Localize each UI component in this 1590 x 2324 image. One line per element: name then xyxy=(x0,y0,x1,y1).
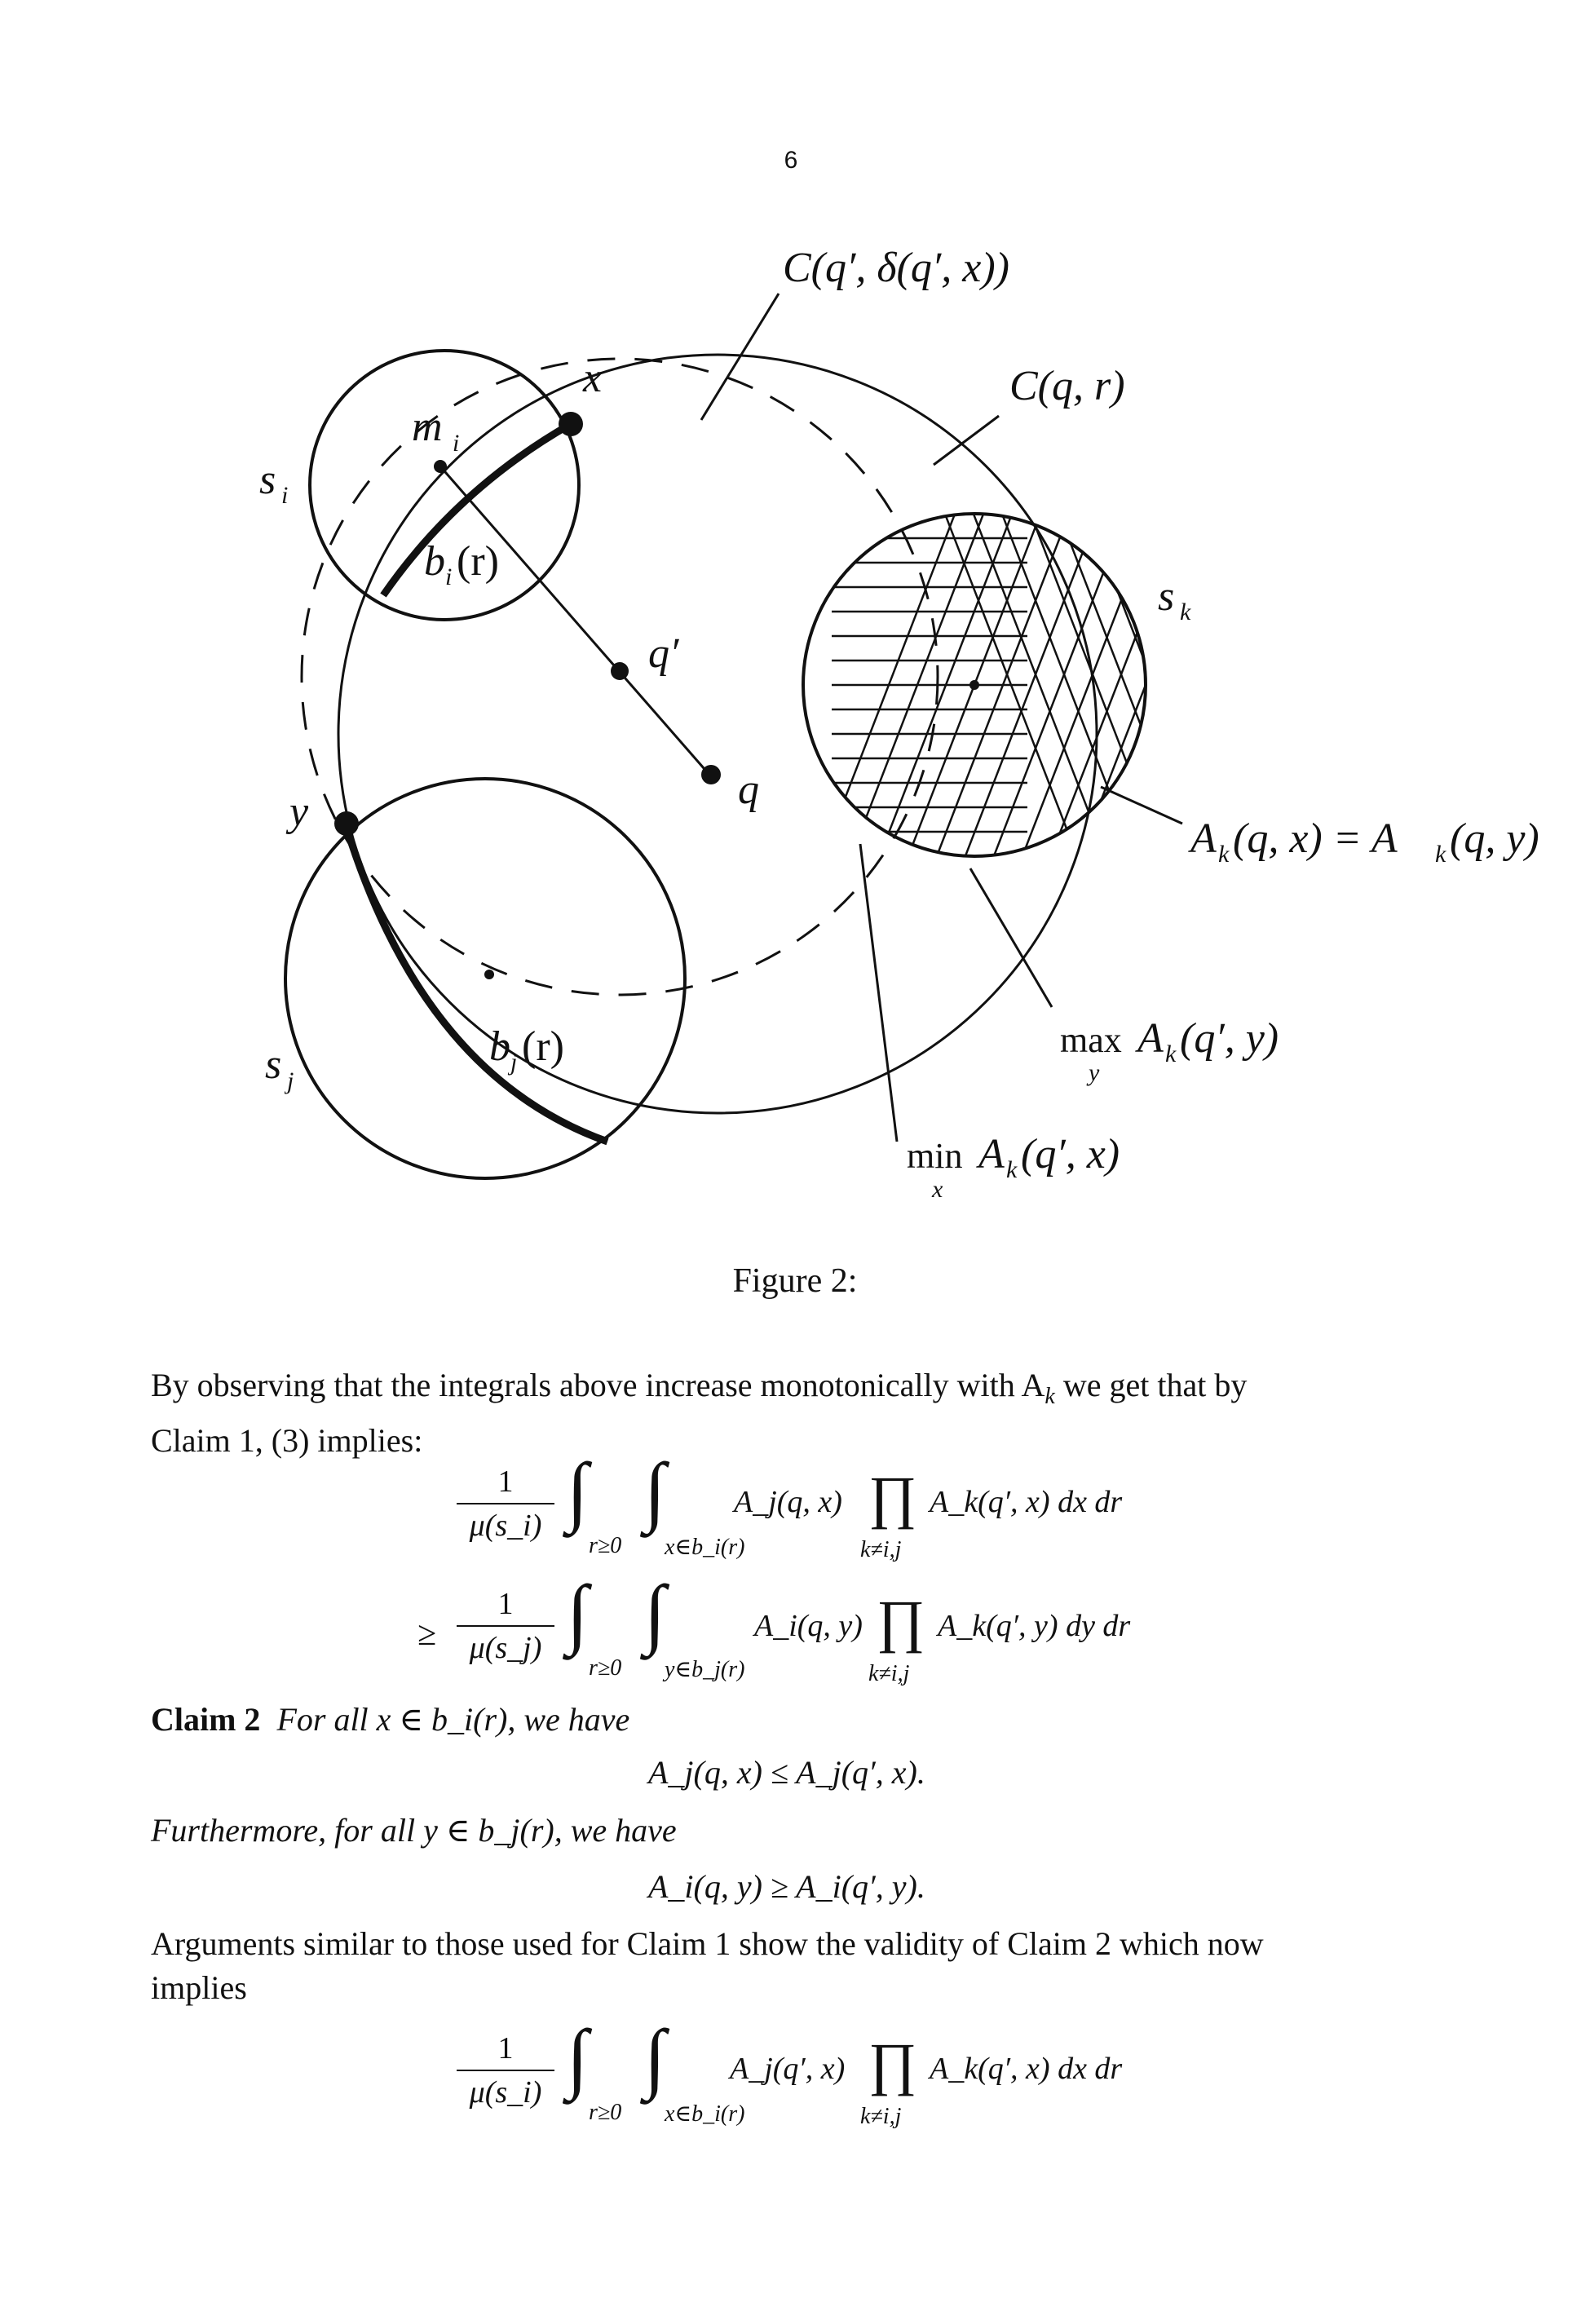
svg-text:s: s xyxy=(265,1041,282,1088)
svg-text:A: A xyxy=(1137,1015,1164,1062)
svg-text:(r): (r) xyxy=(522,1023,564,1070)
leader-min xyxy=(860,844,897,1142)
center-s-j xyxy=(484,970,494,979)
leader-A-eq xyxy=(1101,787,1182,824)
svg-text:(q′, y): (q′, y) xyxy=(1180,1015,1279,1062)
claim-2-inequality-2: A_i(q, y) ≥ A_i(q′, y). xyxy=(648,1868,925,1905)
svg-text:x: x xyxy=(932,1176,943,1203)
para1-line1: By observing that the integrals above increase monotonically with A xyxy=(151,1367,1045,1403)
svg-text:y: y xyxy=(1089,1059,1100,1086)
s-k-hatch xyxy=(799,506,1252,864)
label-C-q-r: C(q, r) xyxy=(1009,363,1125,409)
svg-text:s: s xyxy=(259,457,276,503)
svg-text:A: A xyxy=(978,1131,1005,1177)
svg-text:j: j xyxy=(287,1067,294,1094)
svg-text:i: i xyxy=(281,482,289,509)
label-s-k xyxy=(1158,573,1191,625)
svg-text:A: A xyxy=(1190,815,1217,862)
label-y: y xyxy=(289,789,309,835)
label-x: x xyxy=(583,355,603,401)
arc-b-j xyxy=(347,828,607,1142)
label-q-prime: q′ xyxy=(648,630,679,677)
label-C-q-prime: C(q′, δ(q′, x)) xyxy=(783,245,1009,291)
svg-text:max: max xyxy=(1060,1020,1122,1060)
figure-caption: Figure 2: xyxy=(732,1262,858,1300)
svg-text:k: k xyxy=(1218,841,1230,868)
claim-2-furthermore: Furthermore, for all y ∈ b_j(r), we have xyxy=(151,1812,677,1849)
label-b-j xyxy=(489,1023,564,1076)
svg-text:s: s xyxy=(1158,573,1175,620)
claim-2-inequality-1: A_j(q, x) ≤ A_j(q′, x). xyxy=(648,1754,925,1791)
leader-C-q-r xyxy=(934,416,999,465)
svg-text:k: k xyxy=(1180,599,1191,625)
point-q xyxy=(701,765,721,784)
claim-2 xyxy=(151,1698,1455,1742)
svg-text:b: b xyxy=(489,1023,510,1070)
para2-line1: Arguments similar to those used for Claim 1 show the validity of Claim 2 which now xyxy=(151,1925,1264,1962)
svg-text:k: k xyxy=(1435,841,1446,868)
point-q-prime xyxy=(611,662,629,680)
center-s-k xyxy=(969,680,979,690)
point-y xyxy=(334,811,359,836)
label-b-i xyxy=(424,538,499,590)
svg-text:i: i xyxy=(445,563,453,590)
label-min xyxy=(907,1131,1120,1203)
para2-line2: implies xyxy=(151,1969,247,2006)
paragraph-1: By observing that the integrals above increase monotonically with $A_k$ we get that by Claim 1, (3) implies: xyxy=(151,1367,1248,1459)
page-number: 6 xyxy=(784,147,798,174)
label-A-eq xyxy=(1188,815,1539,868)
svg-text:k: k xyxy=(1165,1040,1177,1067)
svg-text:i: i xyxy=(453,430,460,457)
svg-text:b: b xyxy=(424,538,445,585)
svg-text:j: j xyxy=(510,1049,518,1076)
svg-text:k: k xyxy=(1006,1156,1018,1183)
claim-2-heading: Claim 2 xyxy=(151,1701,261,1738)
label-max xyxy=(1060,1015,1279,1086)
svg-text:min: min xyxy=(907,1136,963,1176)
point-m-i xyxy=(434,460,447,473)
paragraph-2 xyxy=(151,1922,1455,2010)
svg-text:(q′, x): (q′, x) xyxy=(1021,1131,1120,1177)
svg-text:(q, y): (q, y) xyxy=(1450,815,1539,862)
label-q: q xyxy=(738,767,759,813)
svg-text:(q, x) = A: (q, x) = A xyxy=(1233,815,1398,862)
svg-text:(r): (r) xyxy=(457,538,499,585)
leader-max xyxy=(970,868,1052,1007)
label-s-i xyxy=(259,457,288,509)
label-s-j xyxy=(265,1041,294,1094)
para1-line2: Claim 1, (3) implies: xyxy=(151,1422,423,1459)
claim-2-text: For all x ∈ b_i(r), we have xyxy=(276,1701,630,1738)
point-x xyxy=(559,412,583,436)
label-m-i xyxy=(412,404,459,457)
svg-text:m: m xyxy=(412,404,443,450)
